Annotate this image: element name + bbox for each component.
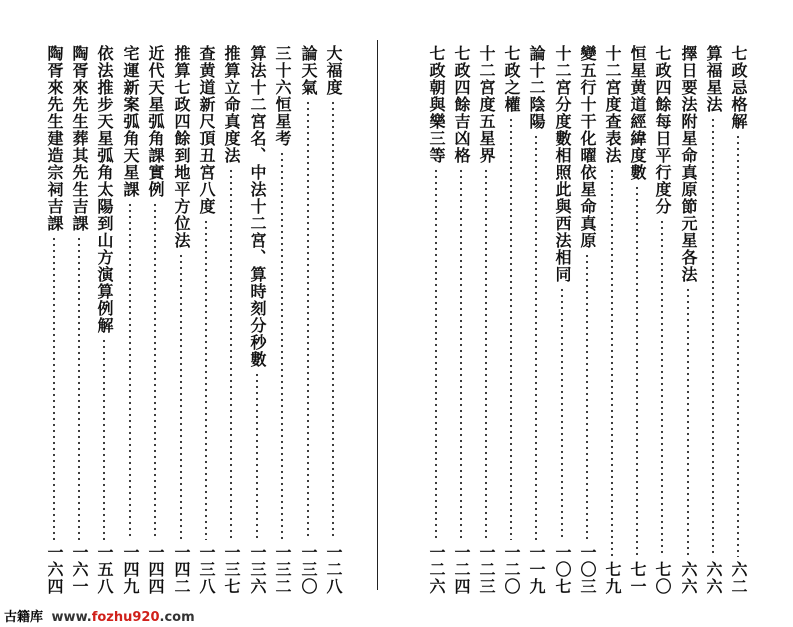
dot-leader [205,219,207,540]
toc-entry[interactable] [727,45,749,595]
toc-entry-title: 十二宮分度數相照此與西法相同 [553,45,572,283]
dot-leader [712,117,714,557]
toc-entry-page-number: 一六一 [70,544,89,595]
toc-entry-page-number: 一一九 [527,544,546,595]
dot-leader [661,219,663,557]
toc-entry[interactable] [93,45,115,595]
toc-entry-title: 恒星黄道經緯度數 [628,45,647,181]
dot-leader [129,202,131,540]
toc-entry-page-number: 一四九 [121,544,140,595]
toc-entry-title: 論天氣 [299,45,318,96]
toc-entry-title: 依法推步天星弧角太陽到山方演算例解 [95,45,114,334]
toc-entry-page-number: 六二 [729,561,748,595]
dot-leader [561,287,563,540]
watermark-footer [4,606,195,625]
toc-entry-title: 查黄道新尺頂丑宮八度 [197,45,216,215]
toc-entry[interactable] [170,45,192,595]
toc-entry[interactable] [500,45,522,595]
toc-entry-title: 七政忌格解 [729,45,748,130]
toc-entry[interactable] [322,45,344,595]
dot-leader [230,168,232,540]
toc-entry[interactable] [601,45,623,595]
toc-entry-title: 陶胥來先生建造宗祠吉課 [45,45,64,232]
toc-entry-title: 大福度 [324,45,343,96]
site-name: 古籍库 [4,610,44,625]
toc-entry-title: 變五行十干化曜依星命真原 [578,45,597,249]
toc-entry[interactable] [702,45,724,595]
site-url[interactable]: www.fozhu920.com [51,610,195,625]
toc-entry[interactable] [220,45,242,595]
toc-entry-page-number: 七九 [603,561,622,595]
toc-entry-title: 十二宮度五星界 [477,45,496,164]
toc-entry-page-number: 一二三 [477,544,496,595]
toc-entry[interactable] [651,45,673,595]
toc-entry[interactable] [551,45,573,595]
toc-entry-page-number: 一三六 [248,544,267,595]
toc-entry-page-number: 一二八 [324,544,343,595]
toc-entry[interactable] [43,45,65,595]
dot-leader [78,236,80,540]
dot-leader [460,168,462,540]
dot-leader [510,117,512,540]
toc-entry-page-number: 一〇七 [553,544,572,595]
toc-entry[interactable] [144,45,166,595]
toc-entry[interactable] [297,45,319,595]
toc-entry-page-number: 一三〇 [299,544,318,595]
toc-entry[interactable] [525,45,547,595]
dot-leader [256,372,258,540]
toc-entry-title: 十二宮度查表法 [603,45,622,164]
toc-entry[interactable] [246,45,268,595]
dot-leader [435,168,437,540]
toc-entry[interactable] [425,45,447,595]
toc-entry-title: 七政之權 [502,45,521,113]
toc-entry-title: 七政朝與樂三等 [427,45,446,164]
dot-leader [180,253,182,540]
toc-entry-page-number: 一三八 [197,544,216,595]
toc-entry-page-number: 一二六 [427,544,446,595]
toc-entry-title: 七政四餘每日平行度分 [653,45,672,215]
toc-entry-page-number: 六六 [679,561,698,595]
toc-entry-page-number: 一二四 [452,544,471,595]
dot-leader [103,338,105,540]
dot-leader [636,185,638,557]
toc-entry[interactable] [576,45,598,595]
toc-entry-title: 論十二陰陽 [527,45,546,130]
toc-entry-title: 推算七政四餘到地平方位法 [172,45,191,249]
toc-entry-title: 擇日要法附星命真原節元星各法 [679,45,698,283]
toc-entry[interactable] [450,45,472,595]
toc-entry-page-number: 一三二 [273,544,292,595]
toc-entry[interactable] [195,45,217,595]
toc-entry-title: 近代天星弧角課實例 [146,45,165,198]
toc-entry-page-number: 一〇三 [578,544,597,595]
toc-entry[interactable] [475,45,497,595]
toc-entry-page-number: 一五八 [95,544,114,595]
toc-entry[interactable] [119,45,141,595]
dot-leader [53,236,55,540]
toc-entry[interactable] [271,45,293,595]
dot-leader [586,253,588,540]
toc-entry-page-number: 一二〇 [502,544,521,595]
toc-entry-page-number: 七一 [628,561,647,595]
toc-entry-title: 七政四餘吉凶格 [452,45,471,164]
dot-leader [611,168,613,557]
dot-leader [535,134,537,540]
dot-leader [485,168,487,540]
toc-entry-title: 三十六恒星考 [273,45,292,147]
toc-entry[interactable] [626,45,648,595]
toc-entry-title: 算法十二宮名、中法十二宮、算時刻分秒數 [248,45,267,368]
dot-leader [307,100,309,540]
toc-entry-page-number: 七〇 [653,561,672,595]
dot-leader [154,202,156,540]
toc-entry-page-number: 一四四 [146,544,165,595]
toc-entry[interactable] [68,45,90,595]
dot-leader [332,100,334,540]
toc-entry-title: 陶胥來先生葬其先生吉課 [70,45,89,232]
dot-leader [737,134,739,557]
toc-entry[interactable] [677,45,699,595]
toc-entry-title: 宅運新案弧角天星課 [121,45,140,198]
toc-entry-page-number: 一三七 [222,544,241,595]
page-divider [377,40,378,590]
dot-leader [281,151,283,540]
dot-leader [687,287,689,557]
toc-entry-page-number: 六六 [704,561,723,595]
toc-entry-title: 推算立命真度法 [222,45,241,164]
toc-entry-page-number: 一六四 [45,544,64,595]
toc-entry-page-number: 一四二 [172,544,191,595]
toc-entry-title: 算福星法 [704,45,723,113]
